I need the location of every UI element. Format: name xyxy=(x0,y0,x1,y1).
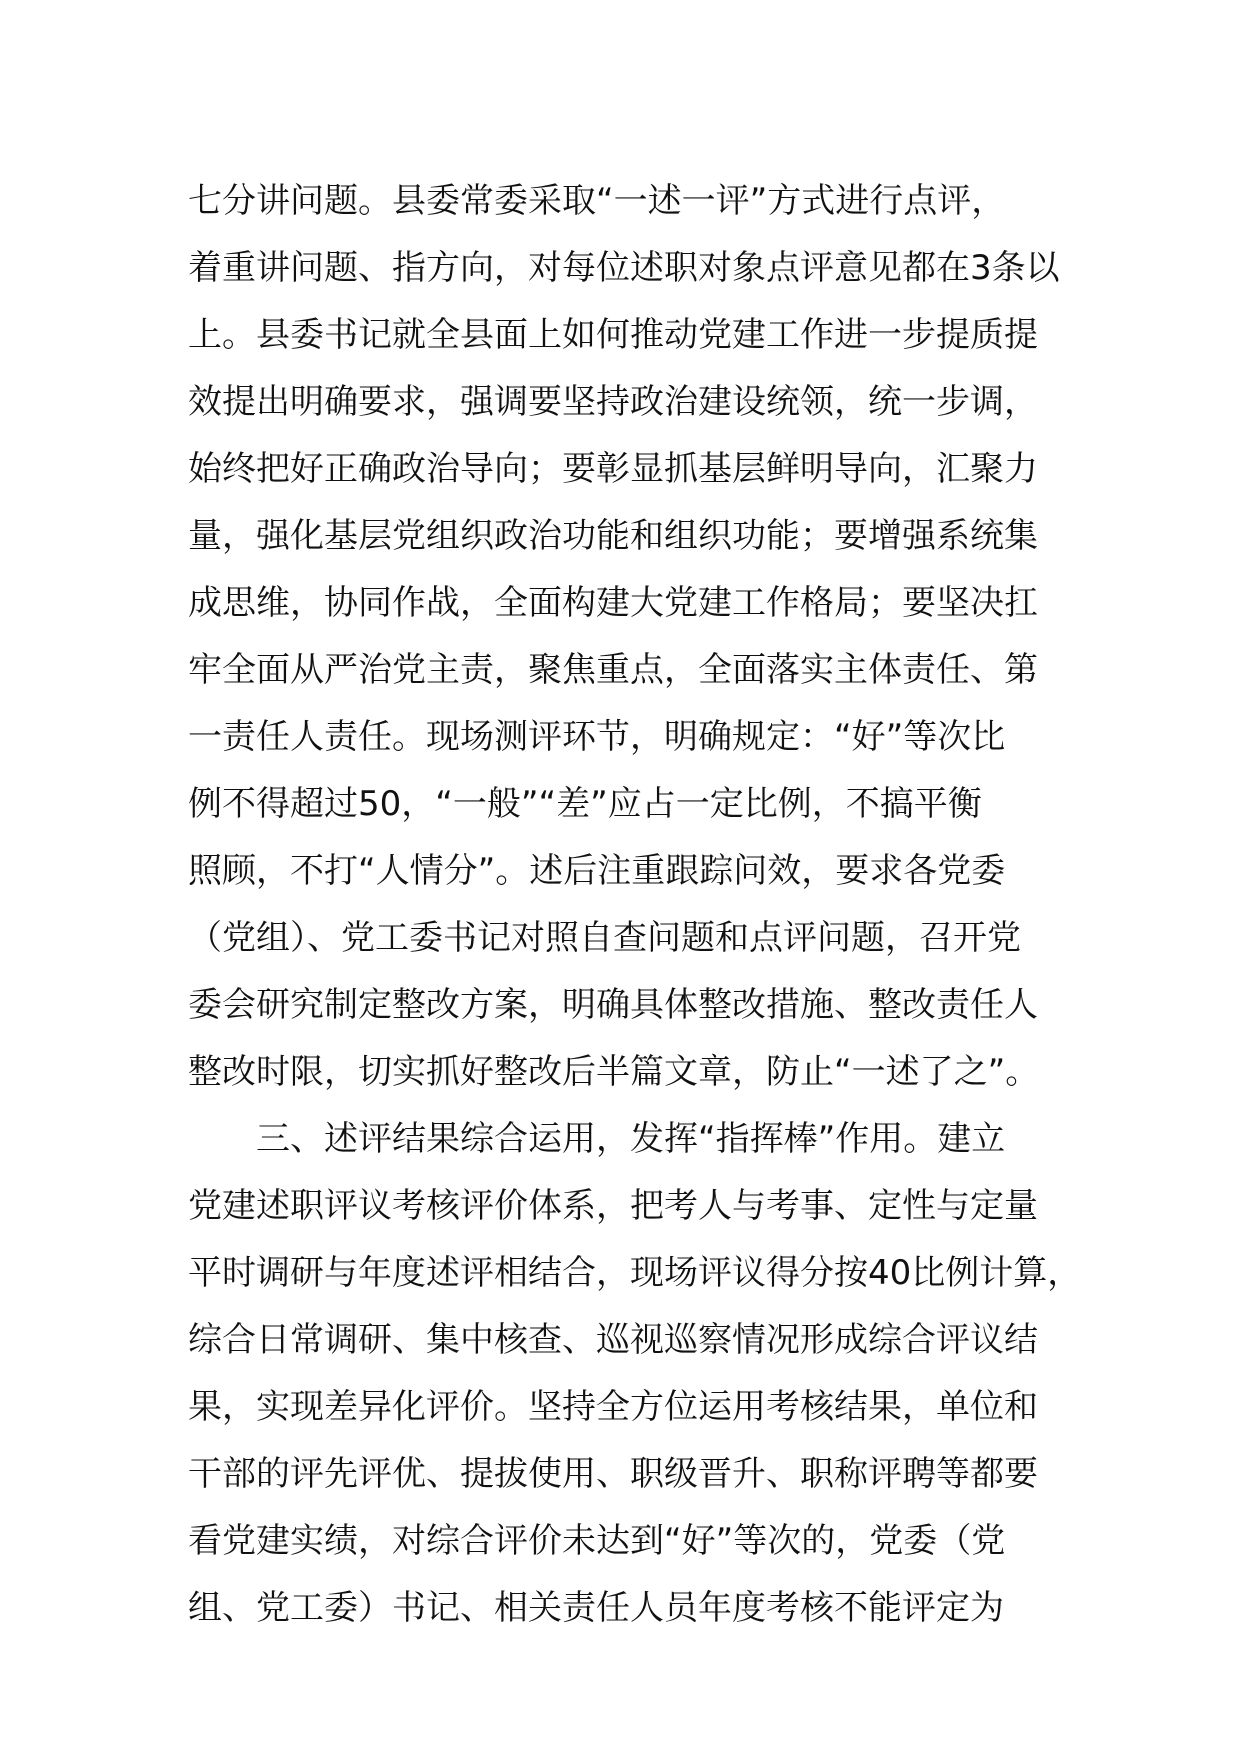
body-text xyxy=(188,168,1088,1642)
text-line: 看党建实绩，对综合评价未达到“好”等次的，党委（党 xyxy=(188,1521,1006,1561)
text-line: 照顾，不打“人情分”。述后注重跟踪问效，要求各党委 xyxy=(188,851,1006,891)
section-heading-line: 三、述评结果综合运用，发挥“指挥棒”作用。建立 xyxy=(256,1119,1006,1159)
text-line: 委会研究制定整改方案，明确具体整改措施、整改责任人 xyxy=(188,985,1038,1025)
text-line: 牢全面从严治党主责，聚焦重点，全面落实主体责任、第 xyxy=(188,650,1038,690)
text-line: 始终把好正确政治导向；要彰显抓基层鲜明导向，汇聚力 xyxy=(188,449,1038,489)
text-line: 七分讲问题。县委常委采取“一述一评”方式进行点评， xyxy=(188,181,1006,221)
text-line: 平时调研与年度述评相结合，现场评议得分按40比例计算， xyxy=(188,1253,1082,1293)
text-line: 整改时限，切实抓好整改后半篇文章，防止“一述了之”。 xyxy=(188,1052,1040,1092)
text-line: 例不得超过50，“一般”“差”应占一定比例，不搞平衡 xyxy=(188,784,982,824)
text-line: 成思维，协同作战，全面构建大党建工作格局；要坚决扛 xyxy=(188,583,1038,623)
text-line: 量，强化基层党组织政治功能和组织功能；要增强系统集 xyxy=(188,516,1038,556)
text-line: 果，实现差异化评价。坚持全方位运用考核结果，单位和 xyxy=(188,1387,1038,1427)
text-line: 一责任人责任。现场测评环节，明确规定：“好”等次比 xyxy=(188,717,1006,757)
text-line: 着重讲问题、指方向，对每位述职对象点评意见都在3条以 xyxy=(188,248,1060,288)
text-line: 效提出明确要求，强调要坚持政治建设统领，统一步调， xyxy=(188,382,1038,422)
text-line: 组、党工委）书记、相关责任人员年度考核不能评定为 xyxy=(188,1588,1004,1628)
text-line: 干部的评先评优、提拔使用、职级晋升、职称评聘等都要 xyxy=(188,1454,1038,1494)
text-line: 党建述职评议考核评价体系，把考人与考事、定性与定量 xyxy=(188,1186,1038,1226)
text-line: （党组）、党工委书记对照自查问题和点评问题，召开党 xyxy=(188,918,1021,958)
text-line: 上。县委书记就全县面上如何推动党建工作进一步提质提 xyxy=(188,315,1038,355)
text-line: 综合日常调研、集中核查、巡视巡察情况形成综合评议结 xyxy=(188,1320,1038,1360)
